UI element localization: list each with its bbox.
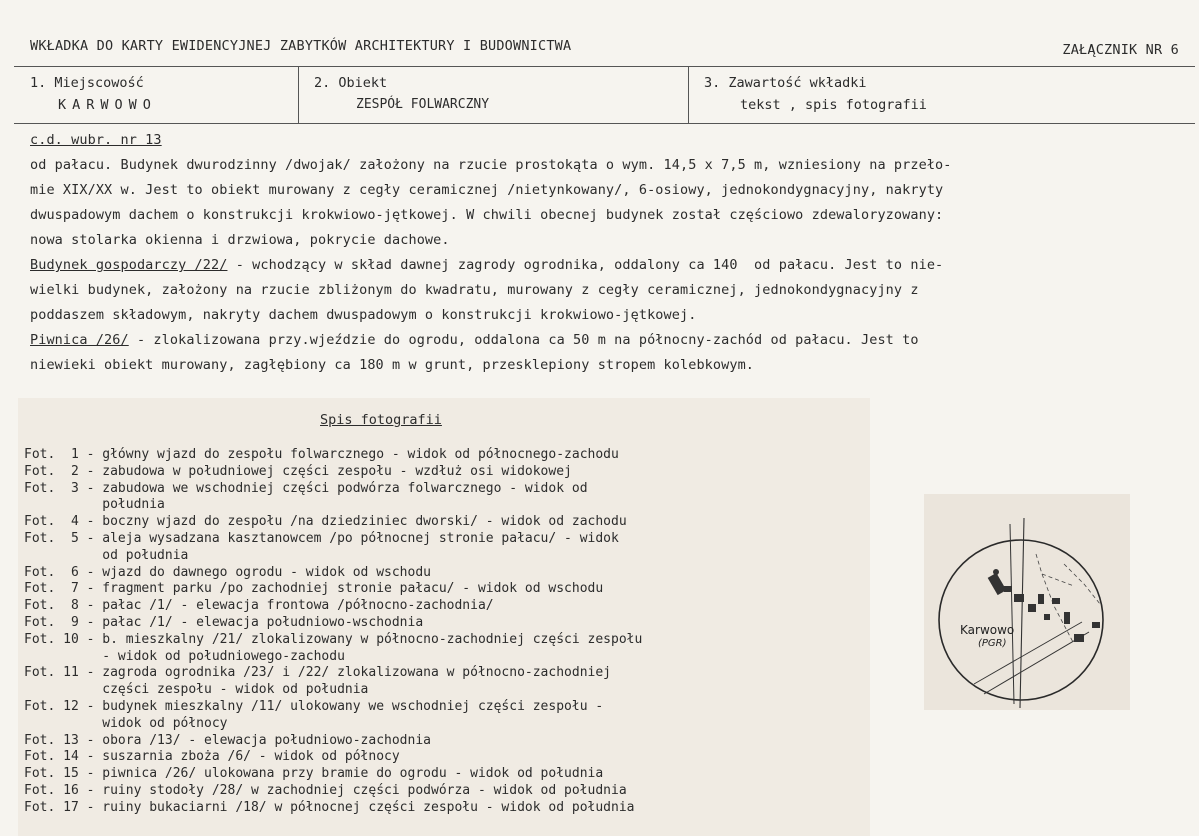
photo-list-item: Fot. 4 - boczny wjazd do zespołu /na dziedziniec dworski/ - widok od zachodu [24, 514, 627, 530]
text-line: nowa stolarka okienna i drzwiowa, pokrycie dachowe. [30, 232, 450, 248]
photo-list-item: części zespołu - widok od południa [24, 682, 369, 698]
photo-list-item: Fot. 1 - główny wjazd do zespołu folwarcznego - widok od północnego-zachodu [24, 447, 619, 462]
text-line [30, 328, 1190, 353]
photo-list-item: - widok od południowego-zachodu [24, 648, 345, 664]
photo-list-item: Fot. 10 - b. mieszkalny /21/ zlokalizowany w północno-zachodniej części zespołu [24, 631, 643, 647]
text-line: poddaszem składowym, nakryty dachem dwuspadowym o konstrukcji krokwiowo-jętkowej. [30, 307, 697, 323]
photo-list-item: Fot. 7 - fragment parku /po zachodniej stronie pałacu/ - widok od wschodu [24, 581, 604, 597]
photo-list-item: Fot. 17 - ruiny bukaciarni /18/ w północnej części zespołu - widok od południa [24, 799, 635, 815]
text-fragment: - zlokalizowana przy.wjeździe do ogrodu, oddalona ca 50 m na północny-zachód od pałacu. Jest to [128, 332, 919, 348]
map-label: Karwowo [960, 623, 1015, 637]
attachment-number: ZAŁĄCZNIK NR 6 [1062, 42, 1179, 58]
photo-list-item: Fot. 9 - pałac /1/ - elewacja południowo-wschodnia [24, 614, 424, 630]
text-line [30, 253, 1190, 278]
photo-list-item: widok od północy [24, 715, 228, 731]
object-value: ZESPÓŁ FOLWARCZNY [356, 97, 490, 112]
object-label: 2. Obiekt [314, 75, 388, 91]
section-heading: Piwnica /26/ [30, 332, 129, 348]
text-line: niewieki obiekt murowany, zagłębiony ca 180 m w grunt, przesklepiony stropem kolebkowym. [30, 357, 755, 373]
photo-list-item: Fot. 8 - pałac /1/ - elewacja frontowa /północno-zachodnia/ [24, 598, 494, 614]
photo-list-item: Fot. 11 - zagroda ogrodnika /23/ i /22/ zlokalizowana w północno-zachodniej [24, 665, 611, 681]
text-line: mie XIX/XX w. Jest to obiekt murowany z cegły ceramicznej /nietynkowany/, 6-osiowy, jednokondygnacyjny, nakryty [30, 182, 944, 198]
map-label: (PGR) [978, 638, 1007, 649]
text-line: wielki budynek, założony na rzucie zbliżonym do kwadratu, murowany z cegły ceramicznej, jednokondygnacyjny z [30, 282, 919, 298]
photo-list-item: Fot. 13 - obora /13/ - elewacja południowo-zachodnia [24, 732, 431, 748]
text-fragment: - wchodzący w skład dawnej zagrody ogrodnika, oddalony ca 140 od pałacu. Jest to nie- [227, 257, 944, 273]
description-text [30, 128, 1190, 378]
photo-list-item: Fot. 14 - suszarnia zboża /6/ - widok od północy [24, 749, 400, 765]
photo-list-title: Spis fotografii [320, 412, 442, 428]
photo-list-item: Fot. 2 - zabudowa w południowej części zespołu - wzdłuż osi widokowej [24, 463, 572, 479]
photo-list-item: Fot. 16 - ruiny stodoły /28/ w zachodniej części podwórza - widok od południa [24, 782, 627, 798]
photo-list [24, 447, 864, 817]
map-drawing [924, 494, 1130, 710]
content-value: tekst , spis fotografii [740, 97, 927, 113]
form-title: WKŁADKA DO KARTY EWIDENCYJNEJ ZABYTKÓW ARCHITEKTURY I BUDOWNICTWA [30, 38, 572, 54]
continuation-note: c.d. wubr. nr 13 [30, 132, 162, 148]
content-label: 3. Zawartość wkładki [704, 75, 867, 91]
photo-list-item: południa [24, 497, 165, 513]
section-heading: Budynek gospodarczy /22/ [30, 257, 228, 273]
locality-label: 1. Miejscowość [30, 75, 144, 91]
content-cell [688, 67, 1193, 123]
text-line: od pałacu. Budynek dwurodzinny /dwojak/ założony na rzucie prostokąta o wym. 14,5 x 7,5 m, wzniesiony na przeło- [30, 157, 952, 173]
photo-list-item: od południa [24, 547, 189, 563]
fields-grid [14, 66, 1195, 124]
locality-cell [14, 67, 299, 123]
photo-list-item: Fot. 15 - piwnica /26/ ulokowana przy bramie do ogrodu - widok od południa [24, 766, 604, 782]
photo-list-item: Fot. 3 - zabudowa we wschodniej części podwórza folwarcznego - widok od [24, 480, 588, 496]
object-cell [298, 67, 689, 123]
locality-value: KARWOWO [58, 97, 157, 113]
photo-list-item: Fot. 6 - wjazd do dawnego ogrodu - widok od wschodu [24, 564, 431, 580]
location-map [924, 494, 1130, 710]
text-line: dwuspadowym dachem o konstrukcji krokwiowo-jętkowej. W chwili obecnej budynek został częściowo zdewaloryzowany: [30, 207, 944, 223]
photo-list-item: Fot. 5 - aleja wysadzana kasztanowcem /po północnej stronie pałacu/ - widok [24, 530, 619, 546]
photo-list-item: Fot. 12 - budynek mieszkalny /11/ ulokowany we wschodniej części zespołu - [24, 698, 604, 714]
